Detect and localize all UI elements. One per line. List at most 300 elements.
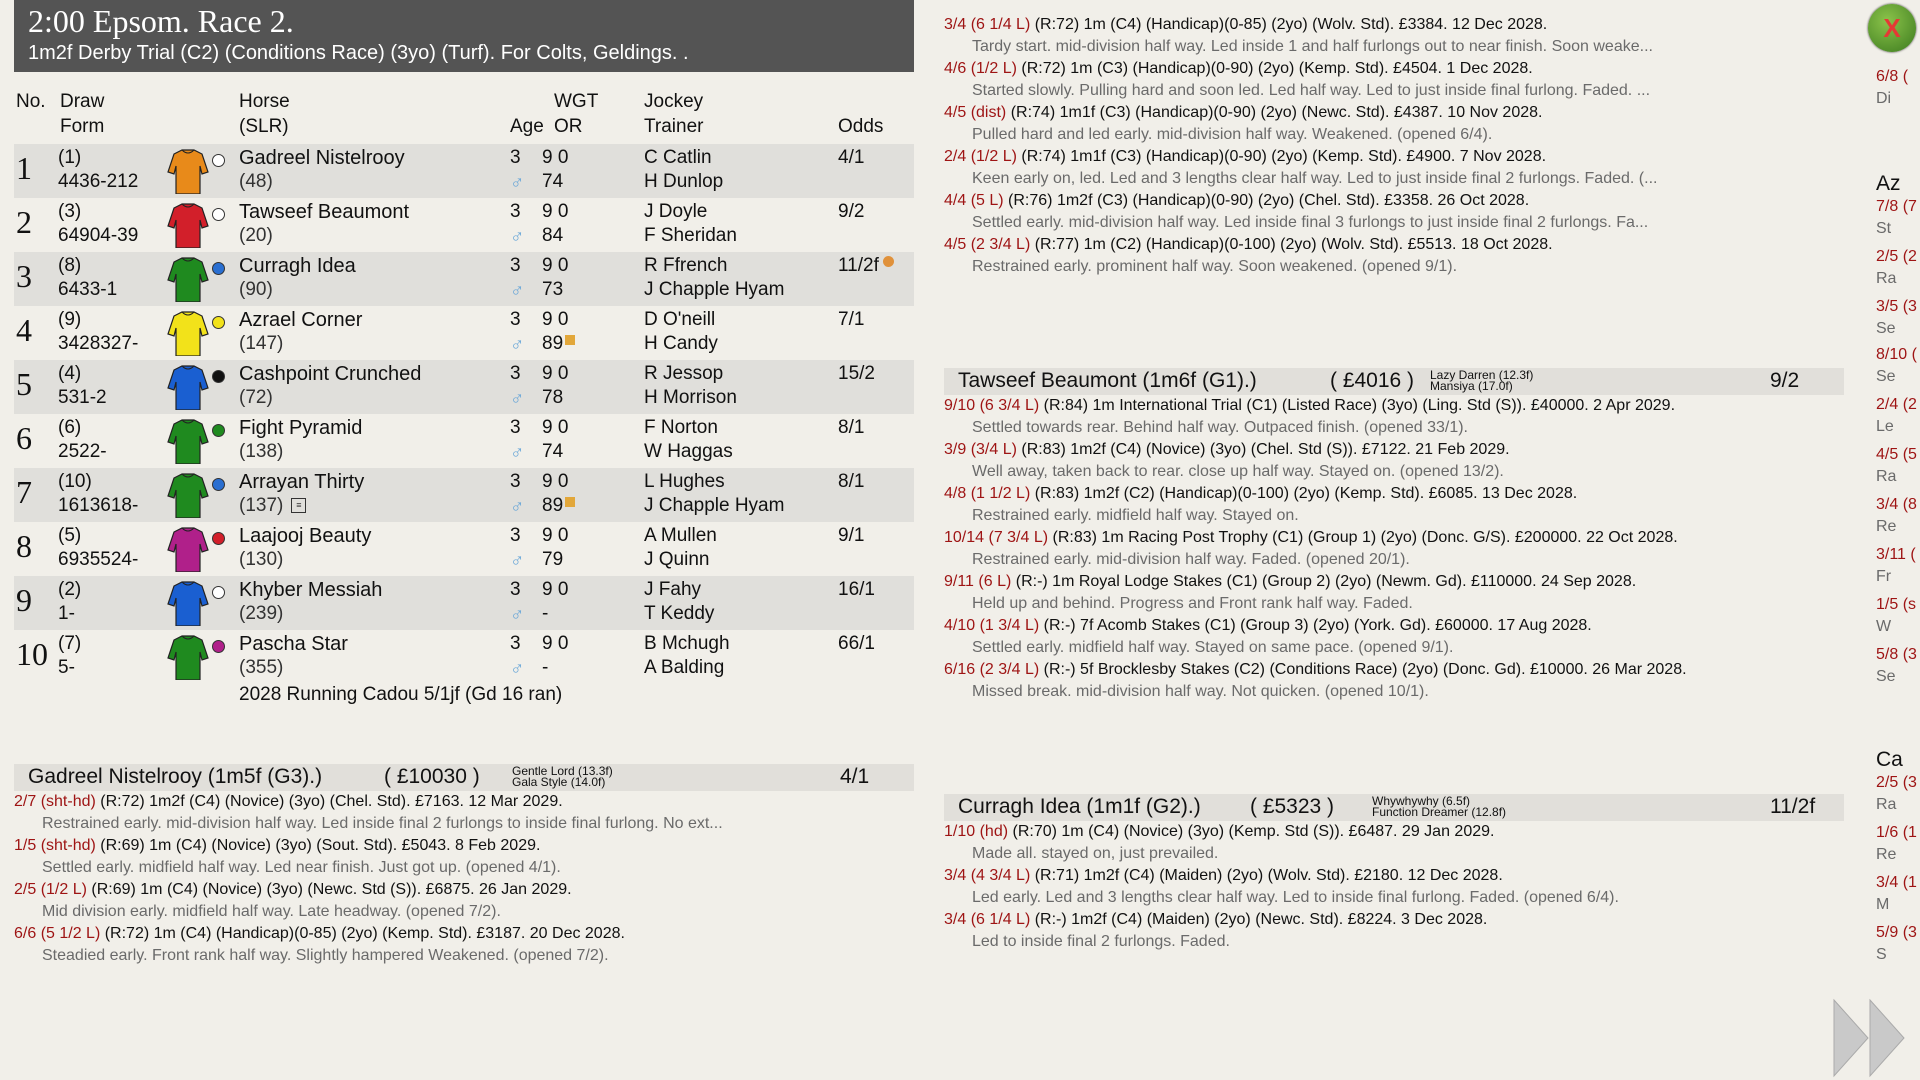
partial-text: 3/4 (1 (1876, 874, 1917, 891)
runner-row[interactable] (14, 576, 914, 630)
run-summary (944, 234, 1844, 256)
run-position: 4/4 (5 L) (944, 192, 1004, 209)
jockey-name: A Mullen (644, 525, 717, 546)
horse-odds: 66/1 (838, 633, 875, 654)
section-horse-name: Curragh Idea (1m1f (G2).) (958, 795, 1201, 818)
run-position: 3/4 (6 1/4 L) (944, 911, 1031, 928)
section-prize: ( £10030 ) (384, 765, 480, 788)
run-details: (R:69) 1m (C4) (Novice) (3yo) (Sout. Std). £5043. 8 Feb 2029. (95, 837, 541, 854)
runner-form: 1613618- (58, 495, 139, 516)
jockey-silks-icon (166, 364, 210, 410)
horse-slr: (72) (239, 387, 273, 408)
runner-form: 4436-212 (58, 171, 139, 192)
horse-odds: 9/1 (838, 525, 865, 546)
run-details: (R:72) 1m2f (C4) (Novice) (3yo) (Chel. Std). £7163. 12 Mar 2029. (95, 793, 563, 810)
section-odds: 9/2 (1770, 369, 1800, 392)
horse-odds: 16/1 (838, 579, 875, 600)
horse-odds: 4/1 (838, 147, 865, 168)
form-run (944, 527, 1844, 571)
jockey-name: L Hughes (644, 471, 725, 492)
horse-weight: 9 0 (542, 417, 569, 438)
form-run (14, 923, 914, 967)
run-comment: Pulled hard and led early. mid-division half way. Weakened. (opened 6/4). (972, 126, 1493, 143)
horse-age: 3 (510, 417, 521, 438)
horse-slr: (239) (239, 603, 284, 624)
runner-form: 6433-1 (58, 279, 118, 300)
partial-text: Re (1876, 846, 1897, 863)
horse-slr: (355) (239, 657, 284, 678)
run-comment: Led to inside final 2 furlongs. Faded. (972, 933, 1230, 950)
col-no: No. (16, 91, 46, 112)
run-position: 9/10 (6 3/4 L) (944, 397, 1040, 414)
runner-row[interactable] (14, 630, 914, 684)
run-comment: Restrained early. mid-division half way. Faded. (opened 20/1). (972, 551, 1410, 568)
horse-name: Arrayan Thirty (239, 471, 365, 493)
partial-text: 2/4 (2 (1876, 396, 1917, 413)
run-details: (R:72) 1m (C4) (Handicap)(0-85) (2yo) (Kemp. Std). £3187. 20 Dec 2028. (100, 925, 625, 942)
runner-row[interactable] (14, 522, 914, 576)
jockey-silks-icon (166, 202, 210, 248)
jockey-name: J Doyle (644, 201, 708, 222)
runner-row[interactable] (14, 198, 914, 252)
trainer-name: J Chapple Hyam (644, 495, 785, 516)
run-comment: Led early. Led and 3 lengths clear half way. Led to inside final furlong. Faded. (opened 6/4). (972, 889, 1619, 906)
run-details: (R:72) 1m (C4) (Handicap)(0-85) (2yo) (Wolv. Std). £3384. 12 Dec 2028. (1030, 16, 1548, 33)
horse-odds: 9/2 (838, 201, 865, 222)
form-run (944, 439, 1844, 483)
jockey-name: D O'neill (644, 309, 716, 330)
horse-name: Laajooj Beauty (239, 525, 372, 547)
tip-2: Function Dreamer (12.8f) (1372, 805, 1507, 819)
horse-slr: (147) (239, 333, 284, 354)
horse-weight: 9 0 (542, 579, 569, 600)
run-comment: Restrained early. prominent half way. Soon weakened. (opened 9/1). (972, 258, 1458, 275)
col-trainer: Trainer (644, 116, 704, 137)
partial-text: S (1876, 946, 1887, 963)
race-subtitle: 1m2f Derby Trial (C2) (Conditions Race) (3yo) (Turf). For Colts, Geldings. . (28, 42, 689, 64)
col-form: Form (60, 116, 105, 137)
runner-draw: (8) (58, 255, 82, 276)
horse-name: Fight Pyramid (239, 417, 363, 439)
run-position: 9/11 (6 L) (944, 573, 1012, 590)
runner-form: 5- (58, 657, 75, 678)
run-position: 4/6 (1/2 L) (944, 60, 1017, 77)
male-icon: ♂ (510, 389, 525, 410)
jockey-name: J Fahy (644, 579, 702, 600)
run-summary (944, 659, 1844, 681)
form-run (944, 58, 1844, 102)
runner-number: 5 (16, 366, 32, 402)
male-icon: ♂ (510, 227, 525, 248)
run-position: 3/4 (4 3/4 L) (944, 867, 1031, 884)
run-comment: Held up and behind. Progress and Front rank half way. Faded. (972, 595, 1413, 612)
run-summary (944, 102, 1844, 124)
horse-age: 3 (510, 201, 521, 222)
partial-text: Re (1876, 518, 1897, 535)
partial-text: 4/5 (5 (1876, 446, 1917, 463)
male-icon: ♂ (510, 281, 525, 302)
form-run (14, 879, 914, 923)
trainer-name: J Chapple Hyam (644, 279, 785, 300)
horse-or: 74 (542, 171, 564, 192)
run-position: 2/4 (1/2 L) (944, 148, 1017, 165)
run-comment: Settled towards rear. Behind half way. Outpaced finish. (opened 33/1). (972, 419, 1468, 436)
partial-text: Le (1876, 418, 1894, 435)
horse-weight: 9 0 (542, 201, 569, 222)
partial-text: 3/5 (3 (1876, 298, 1917, 315)
runner-draw: (3) (58, 201, 82, 222)
runner-row[interactable] (14, 414, 914, 468)
cap-icon (212, 262, 225, 275)
section-header[interactable] (14, 764, 914, 791)
horse-name: Gadreel Nistelrooy (239, 147, 405, 169)
cap-icon (212, 316, 225, 329)
form-section-tawseef (944, 368, 1844, 703)
partial-text: 1/6 (1 (1876, 824, 1917, 841)
runner-row[interactable] (14, 144, 914, 198)
jockey-silks-icon (166, 634, 210, 680)
jockey-silks-icon (166, 418, 210, 464)
form-section-curragh (944, 794, 1844, 953)
rating-badge-icon (565, 497, 575, 507)
cap-icon (212, 586, 225, 599)
section-prize: ( £4016 ) (1330, 369, 1415, 392)
run-comment: Missed break. mid-division half way. Not quicken. (opened 10/1). (972, 683, 1429, 700)
form-section-top (944, 14, 1844, 278)
cap-icon (212, 424, 225, 437)
run-position: 2/7 (sht-hd) (14, 793, 96, 810)
horse-weight: 9 0 (542, 363, 569, 384)
form-run (944, 483, 1844, 527)
run-summary (944, 14, 1844, 36)
horse-age: 3 (510, 363, 521, 384)
run-comment: Keen early on, led. Led and 3 lengths clear half way. Led to just inside final 2 furlongs. Faded. (... (972, 170, 1658, 187)
jockey-name: R Jessop (644, 363, 724, 384)
run-position: 1/5 (sht-hd) (14, 837, 96, 854)
run-details: (R:72) 1m (C3) (Handicap)(0-90) (2yo) (Kemp. Std). £4504. 1 Dec 2028. (1016, 60, 1533, 77)
runner-number: 3 (16, 258, 32, 294)
horse-odds: 7/1 (838, 309, 865, 330)
run-summary (944, 146, 1844, 168)
horse-age: 3 (510, 633, 521, 654)
partial-text: Se (1876, 320, 1896, 337)
run-position: 6/16 (2 3/4 L) (944, 661, 1040, 678)
horse-or: 89 (542, 332, 575, 356)
trainer-name: A Balding (644, 657, 725, 678)
run-position: 3/9 (3/4 L) (944, 441, 1017, 458)
tip-2: Mansiya (17.0f) (1430, 379, 1513, 393)
run-position: 3/4 (6 1/4 L) (944, 16, 1031, 33)
runner-number: 4 (16, 312, 32, 348)
run-summary (14, 791, 914, 813)
partial-text: Se (1876, 368, 1896, 385)
form-run (14, 791, 914, 835)
horse-age: 3 (510, 525, 521, 546)
run-position: 4/8 (1 1/2 L) (944, 485, 1031, 502)
jockey-silks-icon (166, 580, 210, 626)
cap-icon (212, 154, 225, 167)
horse-age: 3 (510, 309, 521, 330)
horse-slr: (138) (239, 441, 284, 462)
horse-slr: (130) (239, 549, 284, 570)
run-details: (R:-) 1m Royal Lodge Stakes (C1) (Group 2) (2yo) (Newm. Gd). £110000. 24 Sep 2028. (1011, 573, 1637, 590)
partial-text: Ra (1876, 270, 1897, 287)
runner-row[interactable] (14, 252, 914, 306)
runner-draw: (6) (58, 417, 82, 438)
form-run (944, 659, 1844, 703)
horse-age: 3 (510, 579, 521, 600)
section-header[interactable] (944, 794, 1844, 821)
partial-text: Di (1876, 90, 1892, 107)
partial-text: M (1876, 896, 1890, 913)
form-run (944, 14, 1844, 58)
jockey-silks-icon (166, 310, 210, 356)
partial-text: 1/5 (s (1876, 596, 1917, 613)
form-run (944, 571, 1844, 615)
tip-1: Gentle Lord (13.3f) (512, 764, 613, 778)
section-odds: 4/1 (840, 765, 870, 788)
partial-text: 8/10 ( (1876, 346, 1917, 363)
run-comment: Started slowly. Pulling hard and soon led. Led half way. Led to just inside final furlong. Faded. ... (972, 82, 1651, 99)
col-slr: (SLR) (239, 116, 289, 137)
section-tips (1372, 796, 1506, 818)
run-comment: Settled early. midfield half way. Stayed on same pace. (opened 9/1). (972, 639, 1454, 656)
run-comment: Well away, taken back to rear. close up half way. Stayed on. (opened 13/2). (972, 463, 1504, 480)
horse-name: Cashpoint Crunched (239, 363, 422, 385)
runner-draw: (7) (58, 633, 82, 654)
run-summary (944, 615, 1844, 637)
runner-number: 7 (16, 474, 32, 510)
next-column-partial (1872, 0, 1920, 1080)
run-comment: Settled early. mid-division half way. Led inside final 3 furlongs to just inside final 2 furlongs. Fa... (972, 214, 1649, 231)
cap-icon (212, 640, 225, 653)
horse-or: 89 (542, 494, 575, 518)
horse-weight: 9 0 (542, 309, 569, 330)
form-run (944, 190, 1844, 234)
form-run (944, 234, 1844, 278)
tip-1: Lazy Darren (12.3f) (1430, 368, 1534, 382)
run-comment: Restrained early. mid-division half way. Led inside final 2 furlongs to inside final furlong. No ext... (42, 815, 723, 832)
section-prize: ( £5323 ) (1250, 795, 1335, 818)
horse-odds: 8/1 (838, 471, 865, 492)
partial-text: Ra (1876, 468, 1897, 485)
horse-slr: (48) (239, 171, 273, 192)
favourite-icon (883, 256, 894, 267)
male-icon: ♂ (510, 605, 525, 626)
partial-text: Az (1876, 172, 1901, 195)
runner-draw: (5) (58, 525, 82, 546)
run-details: (R:70) 1m (C4) (Novice) (3yo) (Kemp. Std (S)). £6487. 29 Jan 2029. (1008, 823, 1495, 840)
horse-or: 78 (542, 387, 564, 408)
close-icon: X (1883, 13, 1901, 43)
horse-age: 3 (510, 255, 521, 276)
horse-or: 73 (542, 279, 564, 300)
run-summary (944, 909, 1844, 931)
horse-weight: 9 0 (542, 471, 569, 492)
rating-badge-icon (565, 335, 575, 345)
run-summary (944, 483, 1844, 505)
horse-or: - (542, 603, 549, 624)
horse-slr: (90) (239, 279, 273, 300)
tip-2: Gala Style (14.0f) (512, 775, 606, 789)
run-comment: Restrained early. midfield half way. Stayed on. (972, 507, 1299, 524)
partial-text: Ca (1876, 748, 1903, 771)
jockey-name: R Ffrench (644, 255, 728, 276)
runner-form: 2522- (58, 441, 107, 462)
runner-number: 8 (16, 528, 32, 564)
horse-age: 3 (510, 471, 521, 492)
run-comment: Settled early. midfield half way. Led near finish. Just got up. (opened 4/1). (42, 859, 561, 876)
run-summary (944, 190, 1844, 212)
form-run (944, 102, 1844, 146)
run-summary (944, 395, 1844, 417)
runner-form: 531-2 (58, 387, 107, 408)
jockey-name: C Catlin (644, 147, 712, 168)
jockey-silks-icon (166, 256, 210, 302)
trainer-name: J Quinn (644, 549, 710, 570)
cap-icon (212, 208, 225, 221)
runner-number: 2 (16, 204, 32, 240)
runner-draw: (10) (58, 471, 92, 492)
partial-text: Ra (1876, 796, 1897, 813)
form-run (944, 146, 1844, 190)
run-details: (R:71) 1m2f (C4) (Maiden) (2yo) (Wolv. Std). £2180. 12 Dec 2028. (1030, 867, 1503, 884)
col-odds: Odds (838, 116, 884, 137)
trainer-name: H Candy (644, 333, 718, 354)
partial-text: Se (1876, 668, 1896, 685)
horse-or: 84 (542, 225, 564, 246)
col-or: OR (554, 116, 583, 137)
partial-text: 3/4 (8 (1876, 496, 1917, 513)
runner-row[interactable] (14, 468, 914, 522)
run-position: 4/10 (1 3/4 L) (944, 617, 1040, 634)
horse-or: - (542, 657, 549, 678)
form-run (944, 395, 1844, 439)
horse-slr: (137) ≡ (239, 494, 306, 518)
col-age: Age (510, 116, 544, 137)
trainer-name: T Keddy (644, 603, 715, 624)
run-details: (R:83) 1m2f (C2) (Handicap)(0-100) (2yo) (Kemp. Std). £6085. 13 Dec 2028. (1030, 485, 1578, 502)
run-comment: Steadied early. Front rank half way. Slightly hampered Weakened. (opened 7/2). (42, 947, 609, 964)
run-details: (R:83) 1m Racing Post Trophy (C1) (Group 1) (2yo) (Donc. G/S). £200000. 22 Oct 2028. (1048, 529, 1678, 546)
runner-draw: (2) (58, 579, 82, 600)
race-title: 2:00 Epsom. Race 2. (28, 3, 294, 39)
form-run (944, 909, 1844, 953)
partial-text: Fr (1876, 568, 1892, 585)
run-summary (14, 835, 914, 857)
horse-slr: (20) (239, 225, 273, 246)
run-position: 1/10 (hd) (944, 823, 1009, 840)
form-run (14, 835, 914, 879)
horse-odds: 8/1 (838, 417, 865, 438)
run-details: (R:-) 1m2f (C4) (Maiden) (2yo) (Newc. Std). £8224. 3 Dec 2028. (1030, 911, 1488, 928)
horse-name: Tawseef Beaumont (239, 201, 410, 223)
horse-weight: 9 0 (542, 147, 569, 168)
trainer-name: W Haggas (644, 441, 733, 462)
jockey-silks-icon (166, 148, 210, 194)
partial-text: 3/11 ( (1876, 546, 1916, 563)
runner-draw: (4) (58, 363, 82, 384)
male-icon: ♂ (510, 497, 525, 518)
runner-number: 9 (16, 582, 32, 618)
tip-1: Whywhywhy (6.5f) (1372, 794, 1471, 808)
section-header[interactable] (944, 368, 1844, 395)
section-horse-name: Tawseef Beaumont (1m6f (G1).) (958, 369, 1257, 392)
run-comment: Mid division early. midfield half way. Late headway. (opened 7/2). (42, 903, 501, 920)
runner-number: 10 (16, 636, 48, 672)
runner-form: 1- (58, 603, 75, 624)
run-summary (944, 821, 1844, 843)
run-comment: Tardy start. mid-division half way. Led inside 1 and half furlongs out to near finish. Soon weake... (972, 38, 1653, 55)
partial-text: W (1876, 618, 1892, 635)
run-details: (R:76) 1m2f (C3) (Handicap)(0-90) (2yo) (Chel. Std). £3358. 26 Oct 2028. (1003, 192, 1530, 209)
partial-text: 2/5 (2 (1876, 248, 1917, 265)
run-summary (944, 571, 1844, 593)
section-horse-name: Gadreel Nistelrooy (1m5f (G3).) (28, 765, 323, 788)
form-section-gadreel (14, 764, 914, 967)
runner-row[interactable] (14, 306, 914, 360)
form-run (944, 615, 1844, 659)
run-position: 6/6 (5 1/2 L) (14, 925, 101, 942)
cap-icon (212, 370, 225, 383)
runner-form: 3428327- (58, 333, 139, 354)
runner-draw: (9) (58, 309, 82, 330)
trainer-name: F Sheridan (644, 225, 737, 246)
horse-name: Azrael Corner (239, 309, 363, 331)
runner-row[interactable] (14, 360, 914, 414)
run-details: (R:83) 1m2f (C4) (Novice) (3yo) (Chel. Std (S)). £7122. 21 Feb 2029. (1016, 441, 1510, 458)
run-comment: Made all. stayed on, just prevailed. (972, 845, 1219, 862)
race-header (14, 0, 914, 72)
form-run (944, 821, 1844, 865)
jockey-silks-icon (166, 472, 210, 518)
card-icon: ≡ (291, 498, 306, 513)
fast-forward-icon[interactable] (1832, 998, 1908, 1078)
run-summary (944, 527, 1844, 549)
run-details: (R:74) 1m1f (C3) (Handicap)(0-90) (2yo) (Kemp. Std). £4900. 7 Nov 2028. (1016, 148, 1547, 165)
close-button[interactable] (1868, 4, 1916, 52)
run-position: 4/5 (2 3/4 L) (944, 236, 1031, 253)
horse-weight: 9 0 (542, 633, 569, 654)
jockey-name: F Norton (644, 417, 718, 438)
partial-text: St (1876, 220, 1892, 237)
horse-age: 3 (510, 147, 521, 168)
run-details: (R:69) 1m (C4) (Novice) (3yo) (Newc. Std (S)). £6875. 26 Jan 2029. (86, 881, 572, 898)
horse-or: 74 (542, 441, 564, 462)
run-details: (R:77) 1m (C2) (Handicap)(0-100) (2yo) (Wolv. Std). £5513. 18 Oct 2028. (1030, 236, 1553, 253)
col-draw: Draw (60, 91, 105, 112)
runners-table (14, 144, 914, 684)
cap-icon (212, 532, 225, 545)
runner-number: 6 (16, 420, 32, 456)
horse-name: Khyber Messiah (239, 579, 383, 601)
runner-form: 64904-39 (58, 225, 139, 246)
jockey-name: B Mchugh (644, 633, 730, 654)
run-summary (944, 58, 1844, 80)
run-details: (R:84) 1m International Trial (C1) (Listed Race) (3yo) (Ling. Std (S)). £40000. 2 Apr 2029. (1039, 397, 1676, 414)
runner-form: 6935524- (58, 549, 139, 570)
run-summary (14, 923, 914, 945)
horse-odds: 11/2f (838, 254, 894, 278)
section-odds: 11/2f (1770, 795, 1816, 818)
male-icon: ♂ (510, 335, 525, 356)
trainer-name: H Dunlop (644, 171, 724, 192)
run-summary (944, 439, 1844, 461)
run-details: (R:-) 5f Brocklesby Stakes (C2) (Conditions Race) (2yo) (Donc. Gd). £10000. 26 Mar 2028. (1039, 661, 1687, 678)
male-icon: ♂ (510, 173, 525, 194)
runner-draw: (1) (58, 147, 82, 168)
section-tips (512, 766, 613, 788)
